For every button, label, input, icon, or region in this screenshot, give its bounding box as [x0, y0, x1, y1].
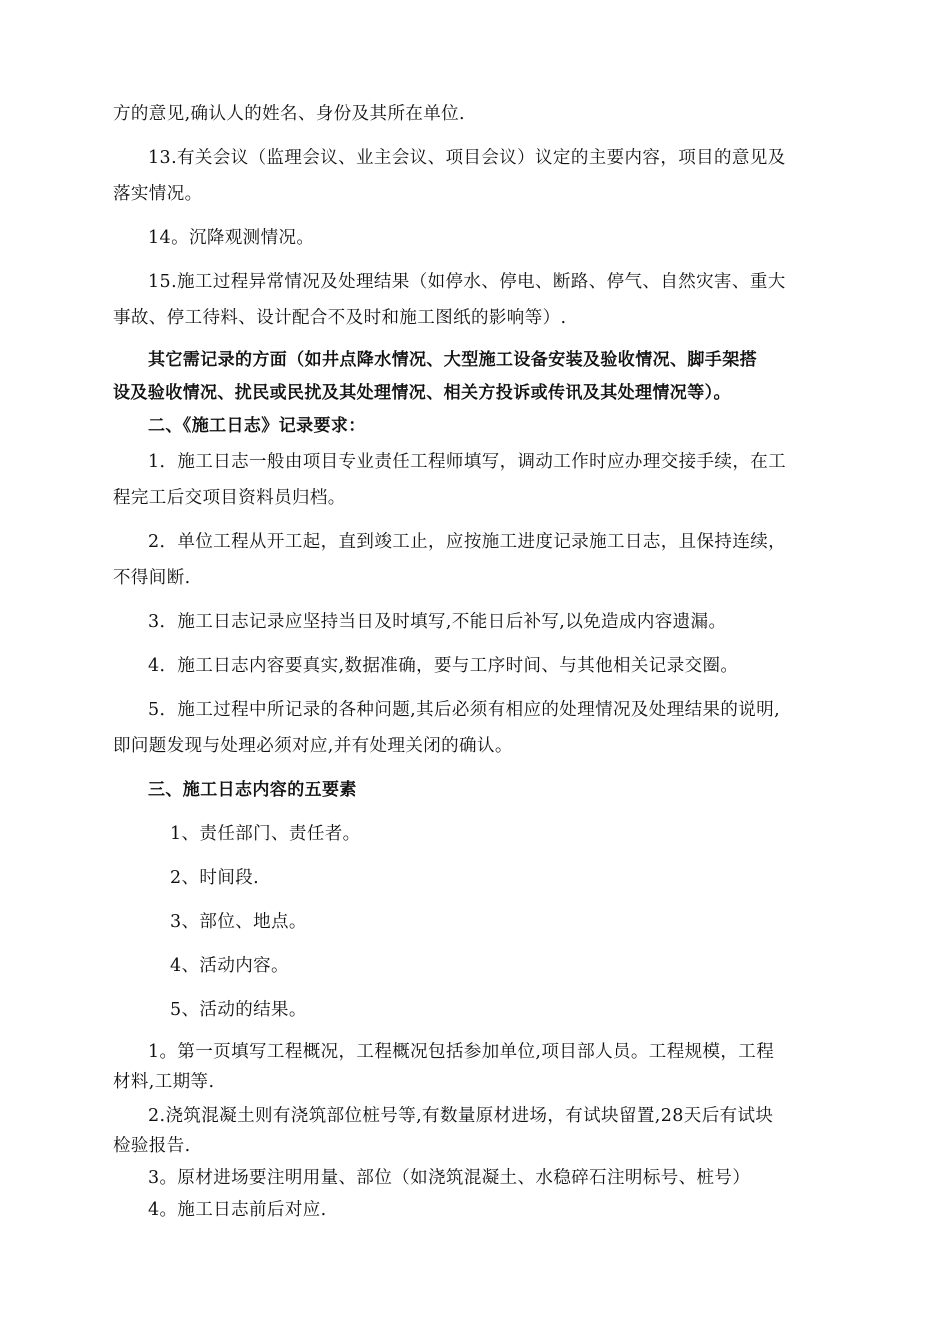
bold-paragraph-line: 设及验收情况、扰民或民扰及其处理情况、相关方投诉或传讯及其处理情况等）。 — [113, 383, 731, 403]
paragraph-line: 15.施工过程异常情况及处理结果（如停水、停电、断路、停气、自然灾害、重大 — [148, 272, 786, 292]
paragraph-line: 方的意见,确认人的姓名、身份及其所在单位. — [113, 104, 466, 124]
paragraph-line: 3．施工日志记录应坚持当日及时填写,不能日后补写,以免造成内容遗漏。 — [148, 612, 727, 632]
paragraph-line: 程完工后交项目资料员归档。 — [113, 488, 346, 508]
paragraph-line: 13.有关会议（监理会议、业主会议、项目会议）议定的主要内容，项目的意见及 — [148, 148, 786, 168]
list-item: 2、时间段. — [170, 868, 260, 888]
bold-paragraph-line: 其它需记录的方面（如井点降水情况、大型施工设备安装及验收情况、脚手架搭 — [148, 350, 757, 370]
paragraph-line: 检验报告. — [113, 1136, 191, 1156]
paragraph-line: 4。施工日志前后对应. — [148, 1200, 327, 1220]
list-item: 1、责任部门、责任者。 — [170, 824, 361, 844]
paragraph-line: 2．单位工程从开工起，直到竣工止，应按施工进度记录施工日志，且保持连续， — [148, 532, 787, 552]
paragraph-line: 5．施工过程中所记录的各种问题,其后必须有相应的处理情况及处理结果的说明, — [148, 700, 781, 720]
paragraph-line: 不得间断. — [113, 568, 191, 588]
paragraph-line: 事故、停工待料、设计配合不及时和施工图纸的影响等）. — [113, 308, 567, 328]
paragraph-line: 材料,工期等. — [113, 1072, 215, 1092]
paragraph-line: 1．施工日志一般由项目专业责任工程师填写，调动工作时应办理交接手续，在工 — [148, 452, 787, 472]
section-heading: 二、《施工日志》记录要求： — [148, 416, 366, 436]
section-heading: 三、施工日志内容的五要素 — [148, 780, 357, 800]
paragraph-line: 1。第一页填写工程概况，工程概况包括参加单位,项目部人员。工程规模，工程 — [148, 1042, 775, 1062]
paragraph-line: 即问题发现与处理必须对应,并有处理关闭的确认。 — [113, 736, 513, 756]
paragraph-line: 14。沉降观测情况。 — [148, 228, 315, 248]
list-item: 3、部位、地点。 — [170, 912, 307, 932]
list-item: 5、活动的结果。 — [170, 1000, 307, 1020]
list-item: 4、活动内容。 — [170, 956, 289, 976]
paragraph-line: 2.浇筑混凝土则有浇筑部位桩号等,有数量原材进场，有试块留置,28天后有试块 — [148, 1106, 774, 1126]
paragraph-line: 落实情况。 — [113, 184, 203, 204]
paragraph-line: 3。原材进场要注明用量、部位（如浇筑混凝土、水稳碎石注明标号、桩号） — [148, 1168, 751, 1188]
paragraph-line: 4．施工日志内容要真实,数据准确，要与工序时间、与其他相关记录交圈。 — [148, 656, 739, 676]
